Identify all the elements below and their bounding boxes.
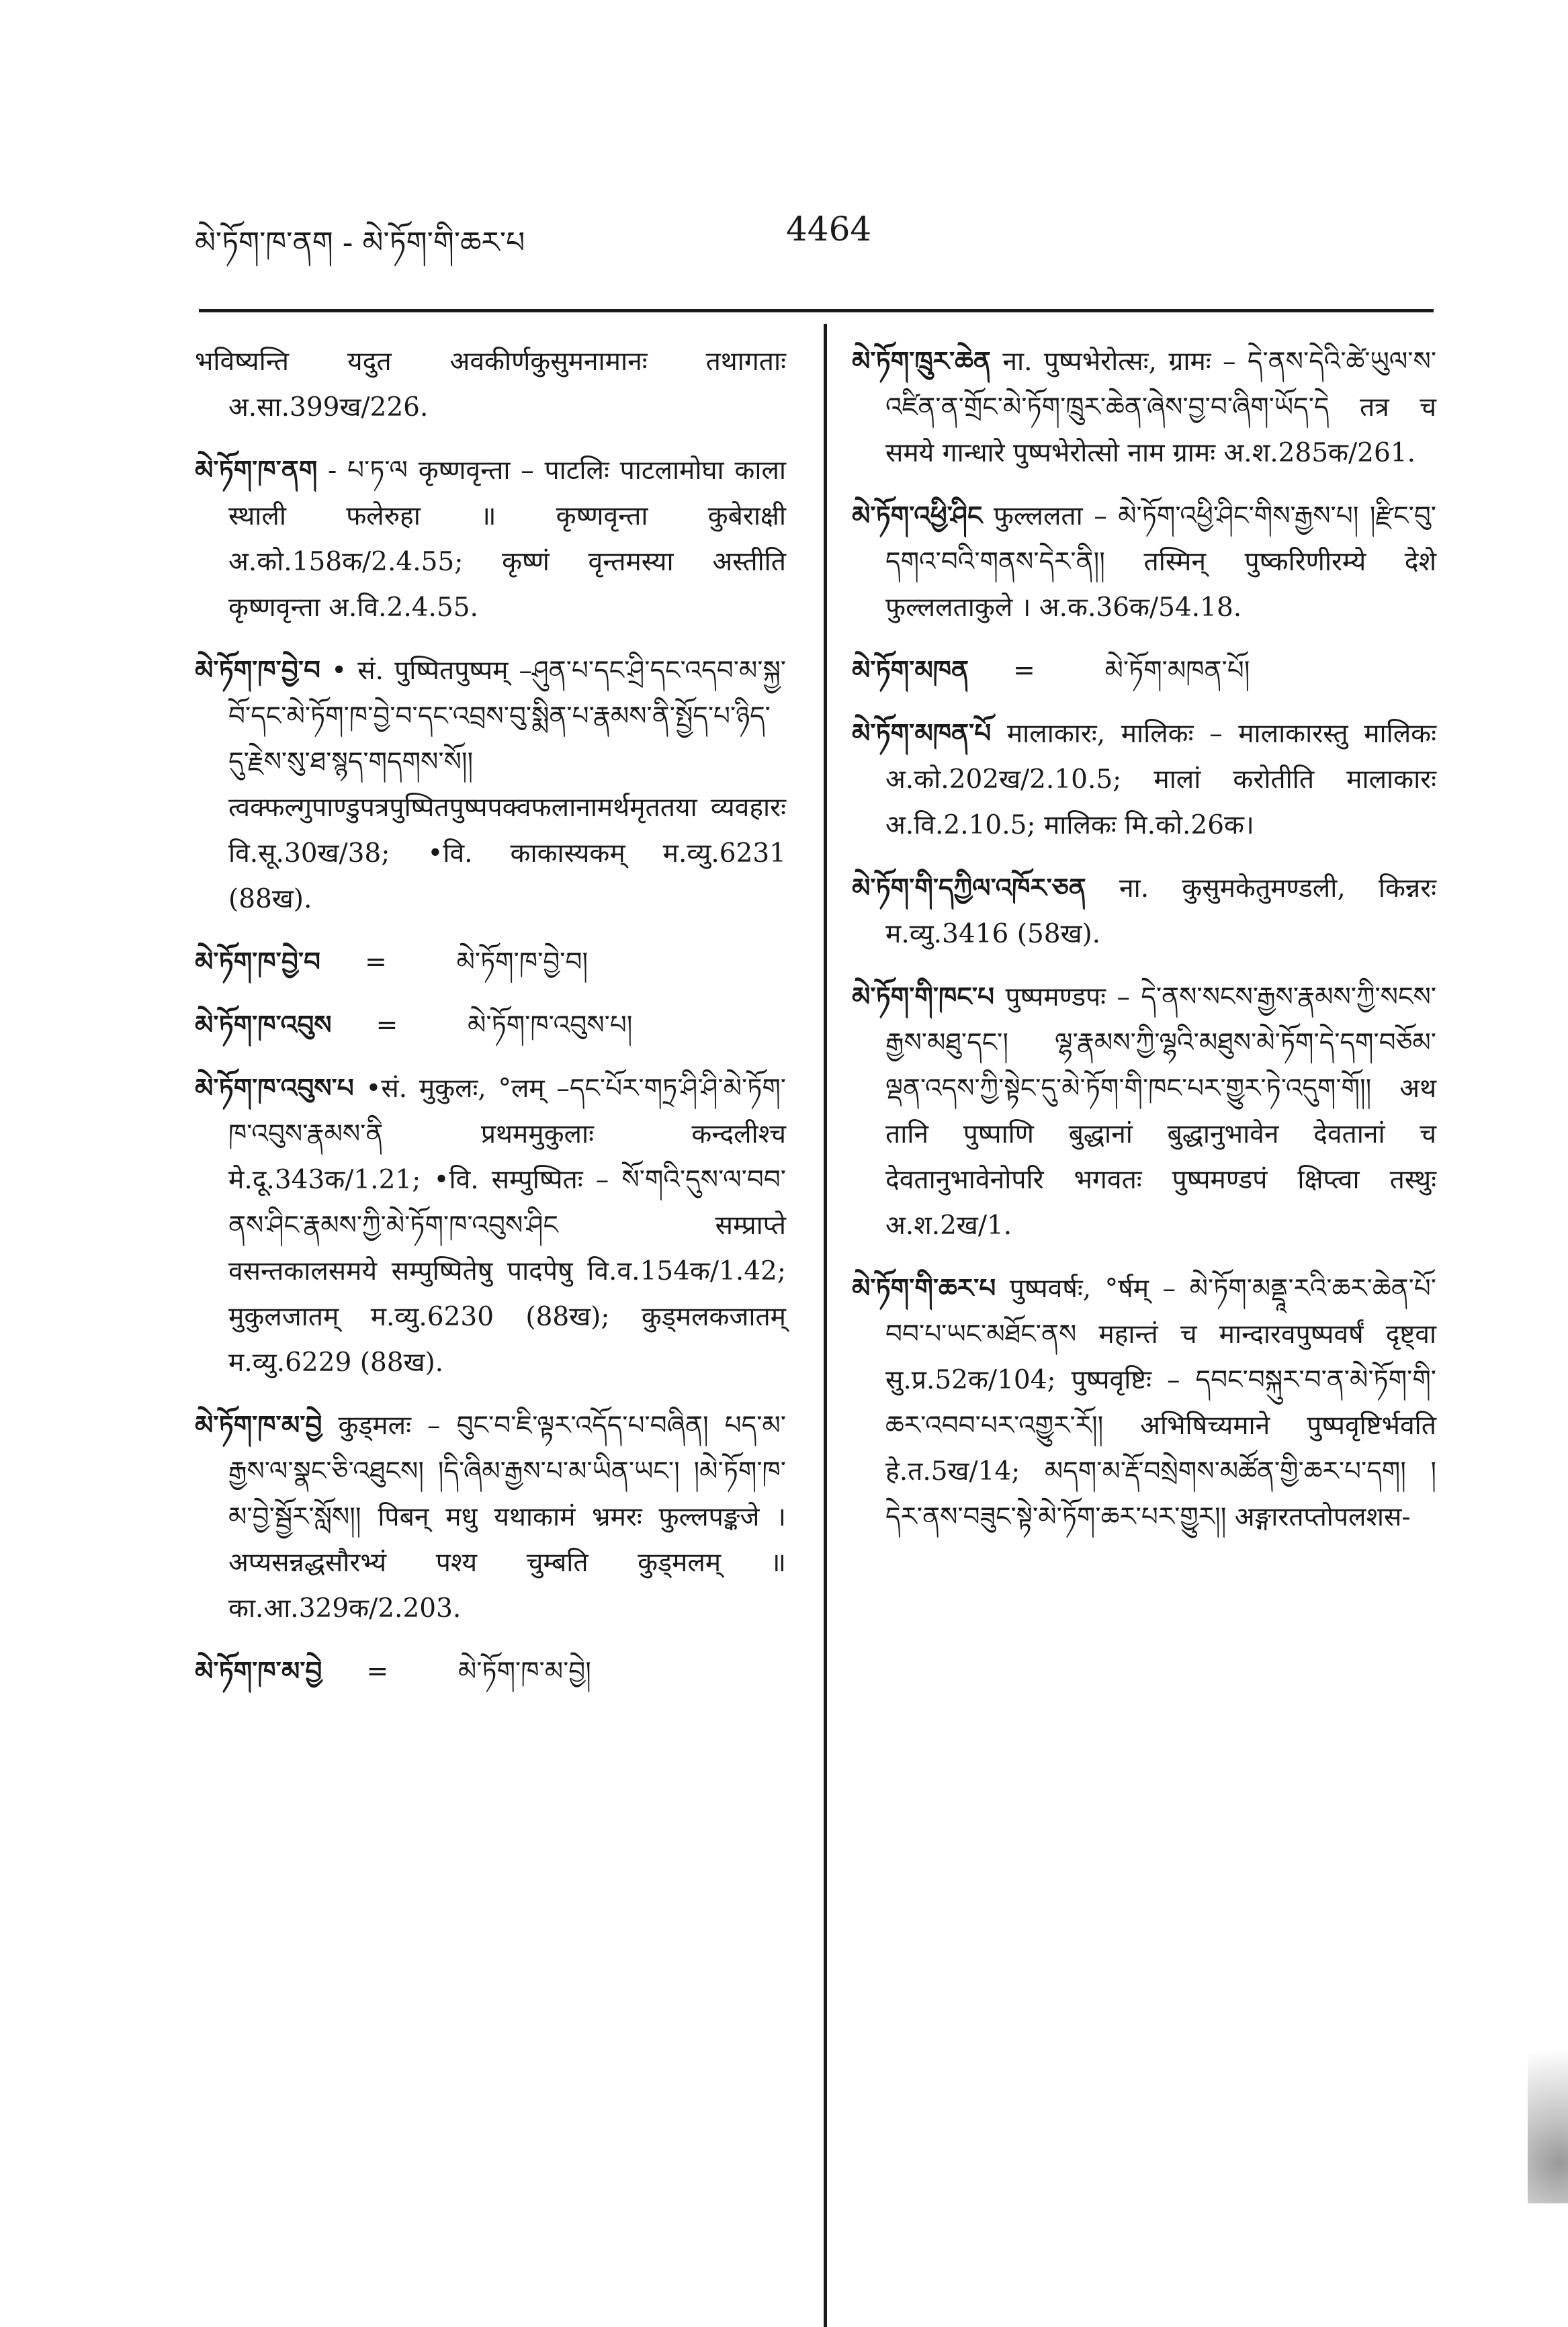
dictionary-entry [195, 448, 786, 631]
dictionary-entry [852, 339, 1436, 476]
cross-reference-sign: = [366, 1657, 389, 1687]
entry-definition: भविष्यन्ति यदुत अवकीर्णकुसुमनामानः तथागताः अ.सा.399ख/226. [195, 347, 786, 423]
entry-headword: མེ་ཏོག་ཁ་མ་བྱེ [195, 1657, 322, 1687]
header-rule [199, 309, 1434, 312]
entry-definition: कुड्मलः – བུང་བ་ཇི་ལྟར་འདོད་པ་བཞིན། པད་མ་རྒྱས་ལ་སྣང་ཅི་འཐུངས། །དི་ཞིམ་རྒྱས་པ་མ་ཡིན་ཡང་། །མེ་ཏོག་ཁ་མ་བྱེ་སྦྱོར་སློས།། पिबन् मधु यथाकामं भ्रमरः फुल्लपङ्कजे । अप्यसन्नद्धसौरभ्यं पश्य चुम्बति कुड्मलम् ॥ का.आ.329क/2.203. [228, 1411, 786, 1624]
dictionary-entry [852, 866, 1436, 957]
entry-definition: • सं. पुष्पितपुष्पम् –ཤུན་པ་དང་ཤྲི་དང་འདབ་མ་སྐྱ་བོ་དང་མེ་ཏོག་ཁ་བྱེ་བ་དང་འབྲས་བུ་སྨིན་པ་རྣམས་ནི་སྤྱོད་པ་ཉིད་དུ་རྗེས་སུ་ཐ་སྙད་གདགས་སོ།། त्वक्फल्गुपाण्डुपत्रपुष्पितपुष्पपक्वफलानामर्थमृततया व्यवहारः वि.सू.30ख/38; •वि. काकास्यकम् म.व्यु.6231 (88ख). [228, 656, 786, 914]
dictionary-entry [852, 1266, 1436, 1540]
entry-headword: མེ་ཏོག་མཁན་པོ [852, 719, 992, 749]
cross-reference-sign: = [376, 1010, 398, 1041]
left-column [195, 339, 786, 1712]
entry-headword: མེ་ཏོག་མཁན [852, 656, 969, 686]
entry-headword: མེ་ཏོག་ཁ་བྱེ་བ [195, 656, 321, 686]
entry-definition: मालाकारः, मालिकः – मालाकारस्तु मालिकः अ.को.202ख/2.10.5; मालां करोतीति मालाकारः अ.वि.2.10.5; मालिकः मि.को.26क। [885, 719, 1436, 840]
entry-headword: མེ་ཏོག་གི་ཁང་པ [852, 982, 995, 1012]
cross-reference-target: མེ་ཏོག་ཁ་མ་བྱེ། [458, 1657, 591, 1687]
entry-definition: - པ་ཏ་ལ कृष्णवृन्ता – पाटलिः पाटलामोघा काला स्थाली फलेरुहा ॥ कृष्णवृन्ता कुबेराक्षी अ.को.158क/2.4.55; कृष्णं वृन्तमस्या अस्तीति कृष्णवृन्ता अ.वि.2.4.55. [228, 455, 786, 623]
dictionary-entry [852, 494, 1436, 631]
entry-definition: पुष्पमण्डपः – དེ་ནས་སངས་རྒྱས་རྣམས་ཀྱི་སངས་རྒྱས་མཐུ་དང་། ལྷ་རྣམས་ཀྱི་ལྷའི་མཐུས་མེ་ཏོག་དེ་དག་བཅོམ་ལྡན་འདས་ཀྱི་སྟེང་དུ་མེ་ཏོག་གི་ཁང་པར་གྱུར་ཏེ་འདུག་གོ།། अथ तानि पुष्पाणि बुद्धानां बुद्धानुभावेन देवतानां च देवतानुभावेनोपरि भगवतः पुष्पमण्डपं क्षिप्त्वा तस्थुः अ.श.2ख/1. [885, 982, 1436, 1241]
cross-reference-target: མེ་ཏོག་མཁན་པོ། [1104, 656, 1250, 686]
entry-headword: མེ་ཏོག་ཁ་བྱེ་བ [195, 947, 321, 977]
entry-definition: •सं. मुकुलः, °लम् –དང་པོར་གཏྲ་ཤི་ཤི་མེ་ཏོག་ཁ་འབུས་རྣམས་ནི प्रथममुकुलाः कन्दलीश्च मे.दू.343क/1.21; •वि. सम्पुष्पितः – སོ་གའི་དུས་ལ་བབ་ནས་ཤིང་རྣམས་ཀྱི་མེ་ཏོག་ཁ་འབུས་ཤིང सम्प्राप्ते वसन्तकालसमये सम्पुष्पितेषु पादपेषु वि.व.154क/1.42; मुकुलजातम् म.व्यु.6230 (88ख); कुड्मलकजातम् म.व्यु.6229 (88ख). [228, 1073, 786, 1378]
entry-definition: फुल्ललता – མེ་ཏོག་འཕྱི་ཤིང་གིས་རྒྱས་པ། །རྫིང་བུ་དགའ་བའི་གནས་དེར་ནི།། तस्मिन् पुष्करिणीरम्ये देशे फुल्ललताकुले । अ.क.36क/54.18. [885, 501, 1436, 623]
entry-headword: མེ་ཏོག་ཁྲུར་ཆེན [852, 347, 991, 377]
scan-edge-mark [1528, 2002, 1568, 2203]
entry-definition: ना. कुसुमकेतुमण्डली, किन्नरः म.व्यु.3416 (58ख). [885, 873, 1436, 949]
running-header: མེ་ཏོག་ཁ་ནག - མེ་ཏོག་གི་ཆར་པ [195, 226, 525, 260]
dictionary-entry [195, 1649, 786, 1695]
dictionary-entry [852, 711, 1436, 848]
right-column [852, 339, 1436, 1558]
page-number: 4464 [786, 210, 872, 249]
dictionary-entry [195, 1003, 786, 1049]
entry-headword: མེ་ཏོག་འཕྱི་ཤིང [852, 501, 983, 531]
dictionary-entry [195, 1066, 786, 1386]
cross-reference-sign: = [1013, 656, 1035, 686]
entry-headword: མེ་ཏོག་ཁ་ནག [195, 455, 318, 486]
entry-headword: མེ་ཏོག་གི་དཀྱིལ་འཁོར་ཅན [852, 873, 1086, 904]
entry-headword: མེ་ཏོག་གི་ཆར་པ [852, 1274, 996, 1304]
entry-headword: མེ་ཏོག་ཁ་འབུས [195, 1010, 332, 1041]
column-divider [824, 324, 827, 2327]
dictionary-entry [852, 648, 1436, 694]
dictionary-entry [195, 940, 786, 985]
dictionary-entry [195, 648, 786, 922]
entry-headword: མེ་ཏོག་ཁ་འབུས་པ [195, 1073, 354, 1104]
cross-reference-target: མེ་ཏོག་ཁ་འབུས་པ། [468, 1010, 633, 1041]
cross-reference-sign: = [365, 947, 387, 977]
dictionary-entry [195, 339, 786, 431]
entry-definition: ना. पुष्पभेरोत्सः, ग्रामः – དེ་ནས་དེའི་ཚེ་ཡུལ་ས་འཛིན་ན་གྲོང་མེ་ཏོག་ཁྲུར་ཆེན་ཞེས་བྱ་བ་ཞིག་ཡོད་དེ तत्र च समये गान्धारे पुष्पभेरोत्सो नाम ग्रामः अ.श.285क/261. [885, 347, 1437, 468]
dictionary-entry [852, 975, 1436, 1249]
entry-definition: पुष्पवर्षः, °र्षम् – མེ་ཏོག་མནྡཱ་རའི་ཆར་ཆེན་པོ་བབ་པ་ཡང་མཐོང་ནས महान्तं च मान्दारवपुष्पवर्षं दृष्ट्वा सु.प्र.52क/104; पुष्पवृष्टिः – དབང་བསྐུར་བ་ན་མེ་ཏོག་གི་ཆར་འབབ་པར་འགྱུར་རོ།། अभिषिच्यमाने पुष्पवृष्टिर्भवति हे.त.5ख/14; མདག་མ་རྡོ་བསྲེགས་མཚོན་གྱི་ཆར་པ་དག། །དེར་ནས་བཟུང་སྟེ་མེ་ཏོག་ཆར་པར་གྱུར།། अङ्गारतप्तोपलशस- [885, 1274, 1436, 1532]
cross-reference-target: མེ་ཏོག་ཁ་བྱེ་བ། [456, 947, 589, 977]
dictionary-entry [195, 1403, 786, 1632]
entry-headword: མེ་ཏོག་ཁ་མ་བྱེ [195, 1411, 322, 1441]
